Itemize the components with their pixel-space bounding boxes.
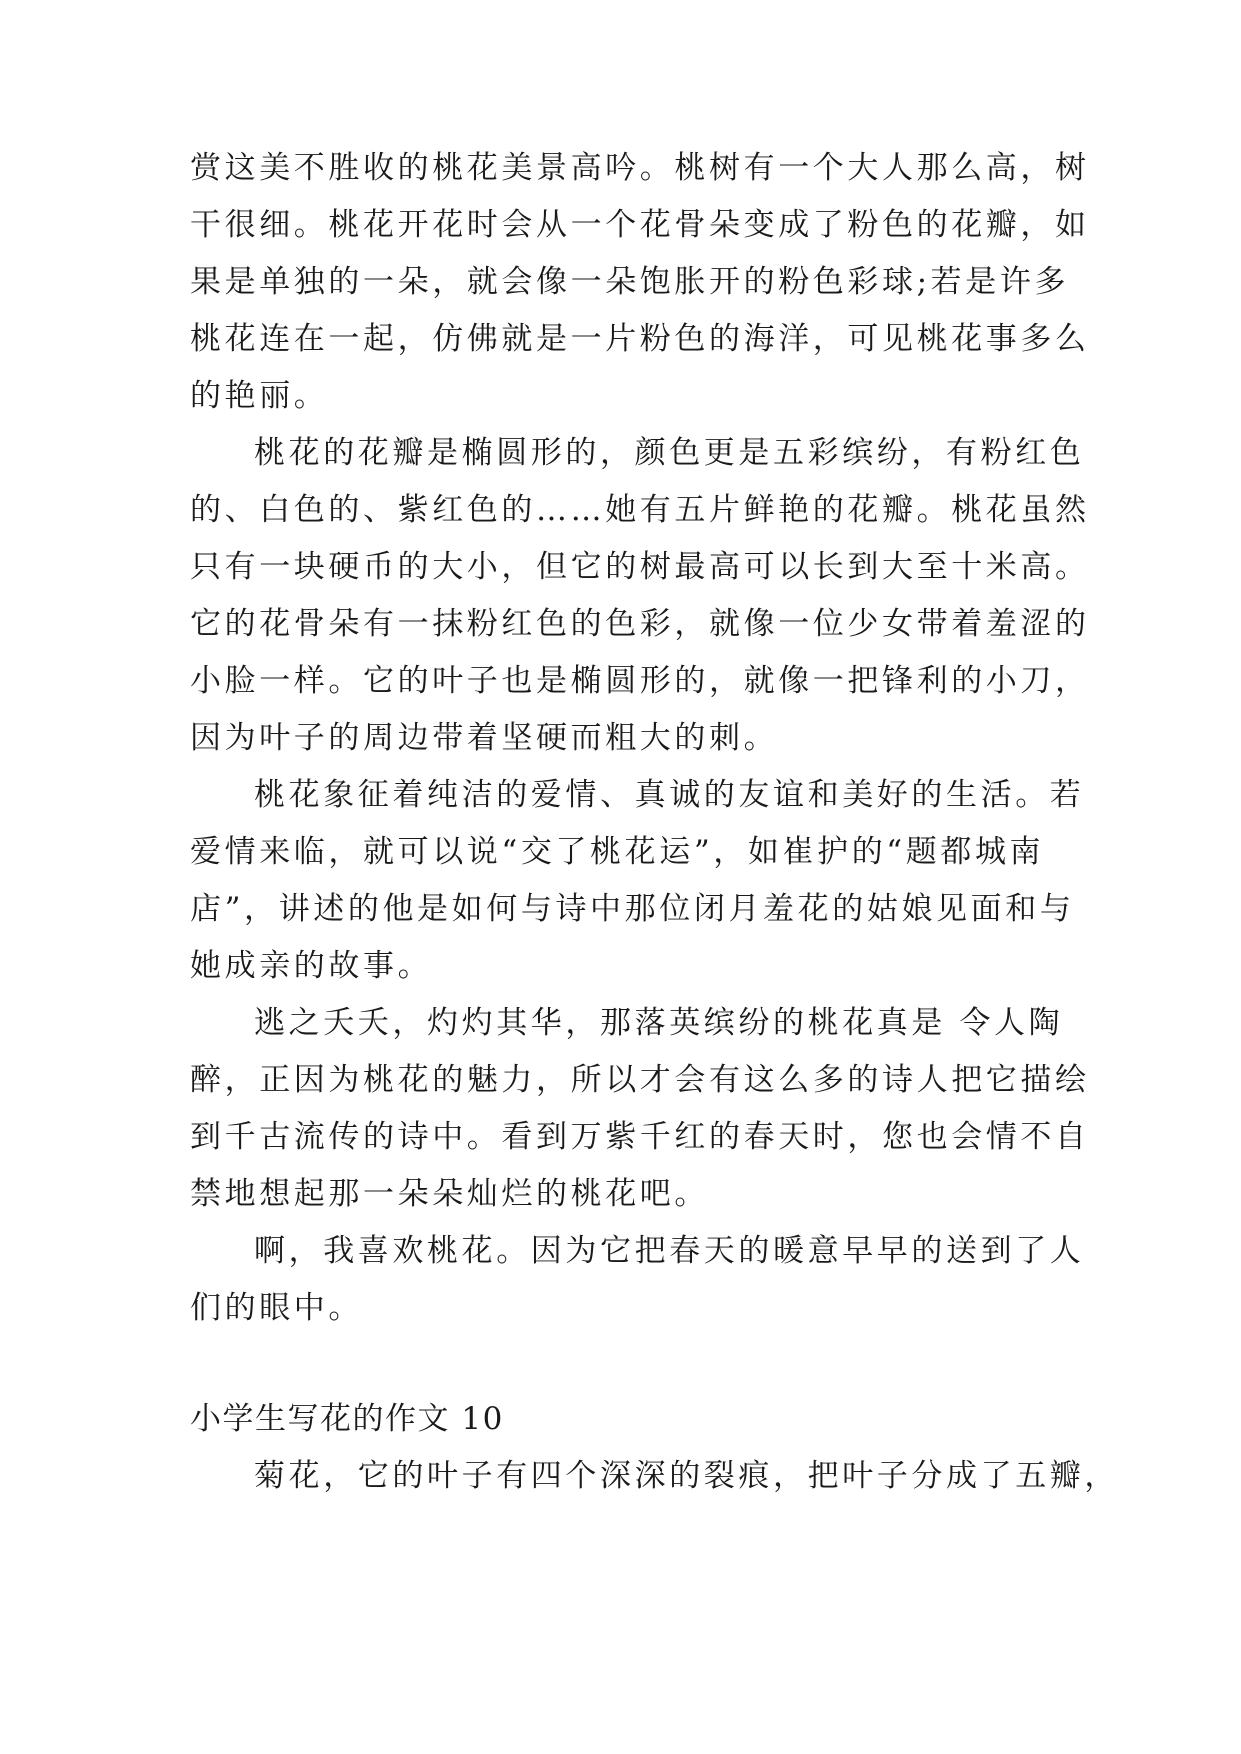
text-line: 果是单独的一朵，就会像一朵饱胀开的粉色彩球;若是许多 (190, 264, 1070, 300)
text-line: 她成亲的故事。 (190, 948, 433, 984)
text-line: 爱情来临，就可以说“交了桃花运”，如崔护的“题都城南 (190, 834, 1045, 870)
paragraph-first-line: 桃花象征着纯洁的爱情、真诚的友谊和美好的生活。若 (254, 777, 1085, 813)
text-line: 干很细。桃花开花时会从一个花骨朵变成了粉色的花瓣，如 (190, 207, 1090, 243)
text-line: 赏这美不胜收的桃花美景高吟。桃树有一个大人那么高，树 (190, 150, 1090, 186)
text-line: 它的花骨朵有一抹粉红色的色彩，就像一位少女带着羞涩的 (190, 606, 1090, 642)
paragraph-first-line: 菊花，它的叶子有四个深深的裂痕，把叶子分成了五瓣， (254, 1458, 1119, 1494)
section-heading: 小学生写花的作文 10 (190, 1401, 504, 1437)
text-line: 到千古流传的诗中。看到万紫千红的春天时，您也会情不自 (190, 1119, 1090, 1155)
text-line: 因为叶子的周边带着坚硬而粗大的刺。 (190, 720, 779, 756)
text-line: 桃花连在一起，仿佛就是一片粉色的海洋，可见桃花事多么 (190, 321, 1090, 357)
paragraph-first-line: 逃之夭夭，灼灼其华，那落英缤纷的桃花真是 令人陶 (254, 1005, 1064, 1041)
paragraph-first-line: 啊，我喜欢桃花。因为它把春天的暖意早早的送到了人 (254, 1233, 1085, 1269)
text-line: 们的眼中。 (190, 1290, 363, 1326)
text-line: 禁地想起那一朵朵灿烂的桃花吧。 (190, 1176, 709, 1212)
text-line: 小脸一样。它的叶子也是椭圆形的，就像一把锋利的小刀， (190, 663, 1090, 699)
text-line: 的、白色的、紫红色的……她有五片鲜艳的花瓣。桃花虽然 (190, 492, 1090, 528)
text-line: 只有一块硬币的大小，但它的树最高可以长到大至十米高。 (190, 549, 1090, 585)
paragraph-first-line: 桃花的花瓣是椭圆形的，颜色更是五彩缤纷，有粉红色 (254, 435, 1085, 471)
text-line: 醉，正因为桃花的魅力，所以才会有这么多的诗人把它描绘 (190, 1062, 1090, 1098)
text-line: 的艳丽。 (190, 378, 329, 414)
text-line: 店”，讲述的他是如何与诗中那位闭月羞花的姑娘见面和与 (190, 891, 1075, 927)
